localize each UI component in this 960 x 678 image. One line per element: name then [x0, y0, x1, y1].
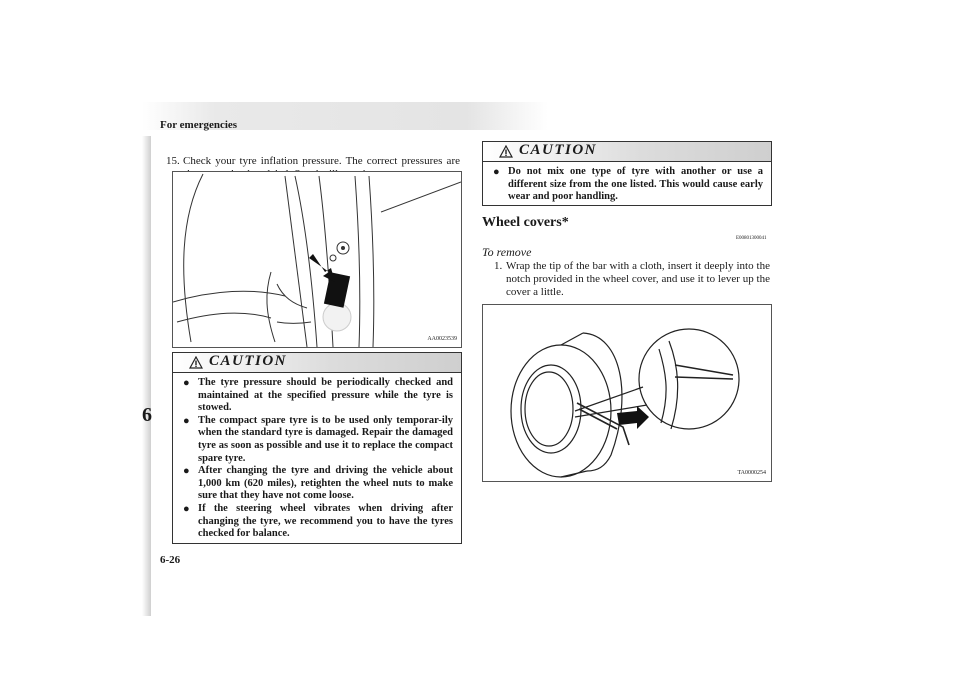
figure-code: AA0023539	[427, 336, 457, 342]
caution-item: ● The compact spare tyre is to be used only temporar-ily when the standard tyre is damaged. Repair the damaged tyre as soon as possible and use it to replace the compact spare tyre.	[183, 414, 453, 464]
caution-item: ● The tyre pressure should be periodically checked and maintained at the specified pressure while the tyre is stowed.	[183, 377, 453, 414]
caution-header	[483, 142, 771, 162]
section-heading: Wheel covers*	[482, 215, 569, 230]
step-text: Check your tyre inflation pressure. The correct pressures are	[183, 155, 460, 167]
step-number: 1.	[494, 260, 503, 272]
caution-title: CAUTION	[209, 353, 288, 369]
page-number: 6-26	[160, 554, 181, 566]
caution-item: ● After changing the tyre and driving the vehicle about 1,000 km (620 miles), retighten the wheel nuts to make sure that they have not come loose.	[183, 465, 453, 502]
bullet-icon: ●	[183, 502, 190, 515]
bullet-icon: ●	[493, 166, 500, 178]
door-pillar-drawing	[173, 172, 461, 347]
door-label-illustration	[172, 171, 462, 348]
caution-box-left	[172, 352, 462, 544]
caution-box-right	[482, 141, 772, 206]
figure-code: TA0000254	[737, 470, 766, 476]
caution-body	[483, 162, 771, 208]
warning-triangle-icon	[499, 145, 513, 158]
caution-item: ● Do not mix one type of tyre with another or use a different size from the one listed. This would cause early wear and poor handling.	[493, 166, 763, 203]
bullet-icon: ●	[183, 465, 190, 478]
section-title: For emergencies	[160, 119, 238, 131]
caution-item: ● If the steering wheel vibrates when driving after changing the tyre, we recommend you to have the tyres checked for balance.	[183, 502, 453, 540]
step-1	[494, 260, 770, 299]
subheading: To remove	[482, 245, 532, 259]
bullet-icon: ●	[183, 377, 190, 389]
caution-header	[173, 353, 461, 373]
caution-body	[173, 373, 461, 545]
chapter-tab	[142, 136, 151, 616]
warning-triangle-icon	[189, 356, 203, 369]
caution-title: CAUTION	[519, 142, 598, 158]
wheel-cover-illustration	[482, 304, 772, 482]
chapter-number: 6	[142, 404, 152, 426]
section-heading-code: E00801300041	[736, 236, 767, 241]
wheel-cover-drawing	[483, 305, 771, 481]
step-text: Wrap the tip of the bar with a cloth, insert it deeply into the notch provided in the wheel cover, and use it to lever up the cover a little.	[506, 260, 770, 298]
step-number: 15.	[166, 155, 180, 167]
bullet-icon: ●	[183, 414, 190, 427]
